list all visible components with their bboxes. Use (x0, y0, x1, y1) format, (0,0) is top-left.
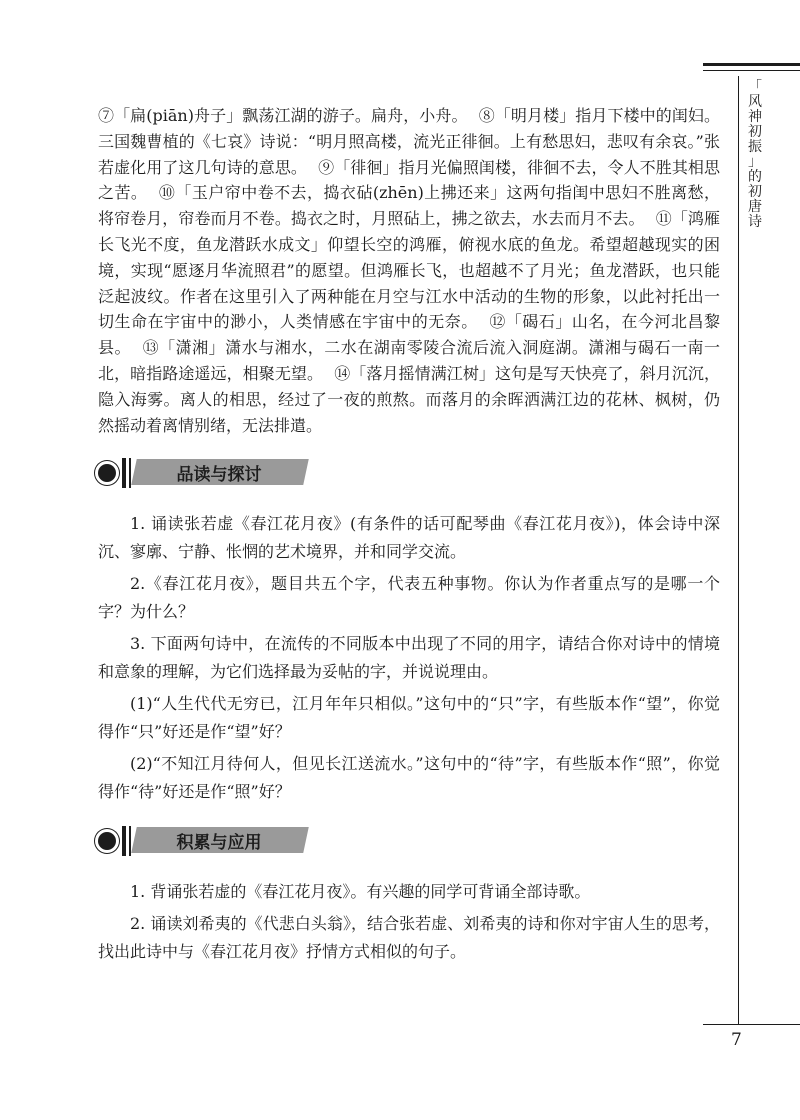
note-14: ⑭「落月摇情满江树」这句是写天快亮了，斜月沉沉，隐入海雾。离人的相思，经过了一夜的煎熬。而落月的余晖洒满江边的花林、枫树，仍然摇动着离情别绪，无法排遣。 (98, 363, 720, 435)
note-10: ⑩「玉户帘中卷不去，捣衣砧(zhēn)上拂还来」这两句指闺中思妇不胜离愁，将帘卷月，帘卷而月不卷。捣衣之时，月照砧上，拂之欲去，水去而月不去。 (98, 183, 720, 229)
question-3: 3. 下面两句诗中，在流传的不同版本中出现了不同的用字，请结合你对诗中的情境和意象的理解，为它们选择最为妥帖的字，并说说理由。 (98, 634, 720, 682)
notes-block (98, 103, 720, 438)
page-number: 7 (731, 1030, 742, 1050)
note-13: ⑬「潇湘」潇水与湘水，二水在湖南零陵合流后流入洞庭湖。潇湘与碣石一南一北，暗指路途遥远，相聚无望。 (98, 338, 720, 383)
note-9: ⑨「徘徊」指月光偏照闺楼，徘徊不去，令人不胜其相思之苦。 (98, 157, 720, 203)
section-header-accumulation (98, 820, 720, 870)
page-content (98, 103, 720, 970)
bullet-circle-icon (98, 464, 116, 482)
running-head: 「 风 神 初 振 」 的 初 唐 诗 (748, 79, 762, 230)
top-rule (703, 63, 800, 66)
bullet-circle-icon (98, 832, 116, 850)
section-header-discussion (98, 452, 720, 502)
note-7: ⑦「扁(piān)舟子」飘荡江湖的游子。扁舟，小舟。 (98, 106, 468, 125)
question-3-1: (1)“人生代代无穷已，江月年年只相似。”这句中的“只”字，有些版本作“望”，你觉得作“只”好还是作“望”好？ (98, 694, 720, 742)
task-1: 1. 背诵张若虚的《春江花月夜》。有兴趣的同学可背诵全部诗歌。 (130, 882, 591, 902)
note-8: ⑧「明月楼」指月下楼中的闺妇。三国魏曹植的《七哀》诗说：“明月照高楼，流光正徘徊。上有愁思妇，悲叹有余哀。”张若虚化用了这几句诗的意思。 (98, 106, 720, 177)
section-title: 品读与探讨 (176, 465, 262, 486)
side-rule (738, 76, 739, 1024)
bar-icon (122, 826, 126, 856)
note-12: ⑫「碣石」山名，在今河北昌黎县。 (98, 312, 720, 358)
bottom-rule (703, 1024, 800, 1025)
note-11: ⑪「鸿雁长飞光不度，鱼龙潜跃水成文」仰望长空的鸿雁，俯视水底的鱼龙。希望超越现实的困境，实现“愿逐月华流照君”的愿望。但鸿雁长飞，也超越不了月光；鱼龙潜跃，也只能泛起波纹。作者在这里引入了两种能在月空与江水中活动的生物的形象，以此衬托出一切生命在宇宙中的渺小，人类情感在宇宙中的无奈。 (98, 209, 720, 332)
top-rule-thin (703, 70, 800, 71)
bar-icon (122, 458, 126, 488)
question-3-2: (2)“不知江月待何人，但见长江送流水。”这句中的“待”字，有些版本作“照”，你觉得作“待”好还是作“照”好？ (98, 754, 720, 802)
task-2: 2. 诵读刘希夷的《代悲白头翁》，结合张若虚、刘希夷的诗和你对宇宙人生的思考，找出此诗中与《春江花月夜》抒情方式相似的句子。 (98, 914, 720, 962)
section-title: 积累与应用 (176, 833, 262, 854)
question-2: 2.《春江花月夜》，题目共五个字，代表五种事物。你认为作者重点写的是哪一个字？为什么？ (98, 574, 720, 622)
question-1: 1. 诵读张若虚《春江花月夜》(有条件的话可配琴曲《春江花月夜》)，体会诗中深沉、寥廓、宁静、怅惘的艺术境界，并和同学交流。 (98, 514, 720, 562)
